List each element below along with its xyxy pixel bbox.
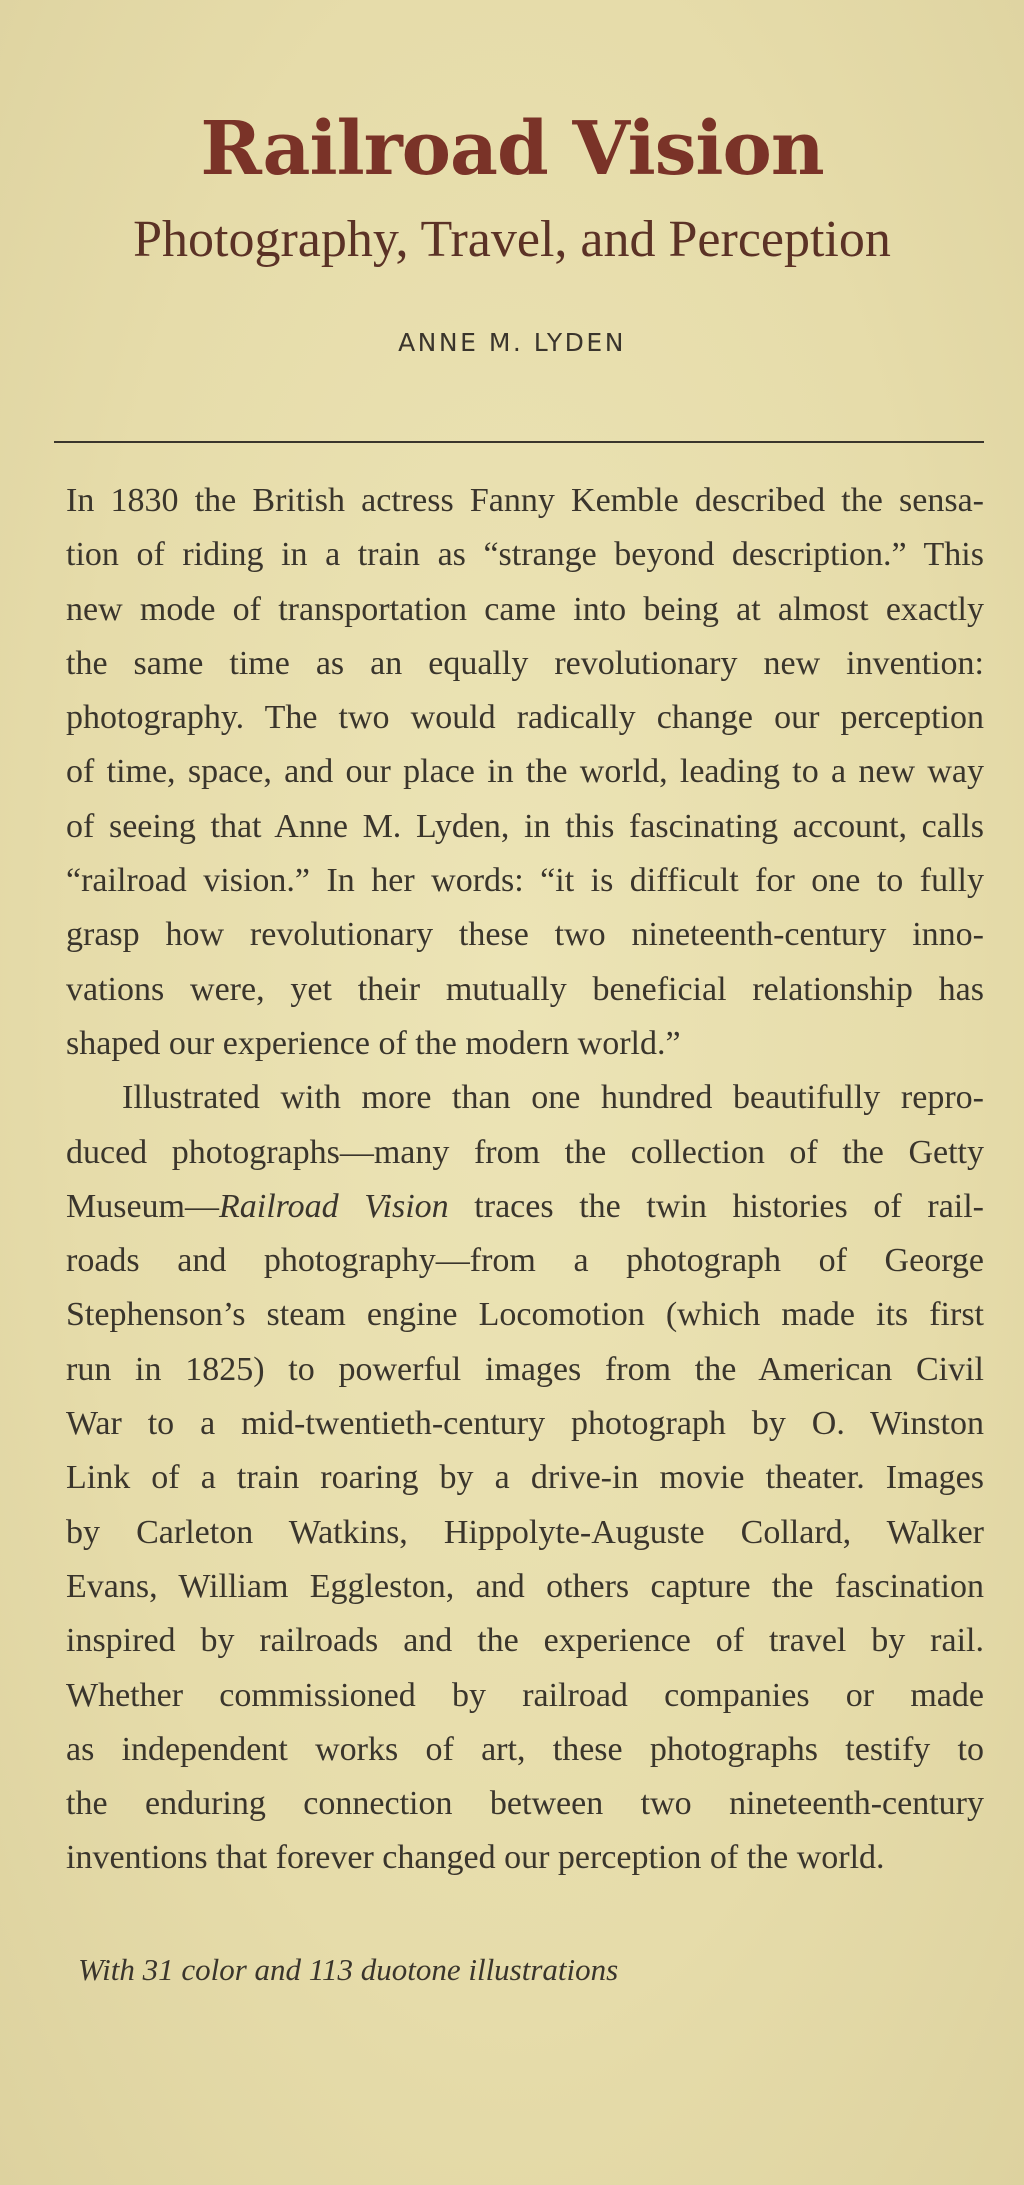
book-title: Railroad Vision [200,106,824,192]
text-line-with-title [66,1180,984,1234]
text-line: War to a mid-twentieth-century photograph by O. Winston [66,1405,984,1443]
book-title-italic: Railroad Vision [219,1187,449,1225]
text-line: run in 1825) to powerful images from the American Civil [66,1350,984,1388]
text-line: by Carleton Watkins, Hippolyte-Auguste Collard, Walker [66,1513,984,1551]
text-line: Evans, William Eggleston, and others capture the fascination [66,1567,984,1605]
text-line: the enduring connection between two nineteenth-century [66,1785,984,1823]
text-line: In 1830 the British actress Fanny Kemble described the sensa- [66,482,984,519]
text-line: roads and photography—from a photograph of George [66,1242,984,1280]
text-line: Link of a train roaring by a drive-in movie theater. Images [66,1459,984,1497]
book-subtitle: Photography, Travel, and Perception [133,211,891,268]
text-line: inspired by railroads and the experience of travel by rail. [66,1622,984,1660]
text-line: as independent works of art, these photographs testify to [66,1730,984,1768]
text-line: of time, space, and our place in the world, leading to a new way [66,753,984,791]
text-line: shaped our experience of the modern world.” [66,1024,681,1062]
text-line: Illustrated with more than one hundred beautifully repro- [122,1079,984,1117]
illustrations-note: With 31 color and 113 duotone illustrations [78,1952,619,1987]
text-line: “railroad vision.” In her words: “it is difficult for one to fully [66,862,984,900]
paragraph-2 [66,1071,984,1885]
text-segment: Museum— [66,1187,219,1225]
text-line: vations were, yet their mutually beneficial relationship has [66,970,984,1008]
text-line: photography. The two would radically change our perception [66,699,984,737]
author-name: ANNE M. LYDEN [398,328,626,357]
text-line: Whether commissioned by railroad companies or made [66,1676,984,1714]
text-line: Stephenson’s steam engine Locomotion (which made its first [66,1296,984,1334]
text-line: tion of riding in a train as “strange beyond description.” This [66,536,984,574]
text-line: the same time as an equally revolutionary new invention: [66,644,984,682]
text-line: inventions that forever changed our perception of the world. [66,1839,885,1877]
text-line: duced photographs—many from the collection of the Getty [66,1133,984,1171]
description-text [66,474,984,1886]
text-line: of seeing that Anne M. Lyden, in this fascinating account, calls [66,807,984,845]
text-line: new mode of transportation came into being at almost exactly [66,590,984,628]
divider-rule [54,441,984,443]
text-segment: traces the twin histories of rail- [448,1187,985,1225]
text-line: grasp how revolutionary these two nineteenth-century inno- [66,916,984,954]
paragraph-1 [66,474,984,1071]
